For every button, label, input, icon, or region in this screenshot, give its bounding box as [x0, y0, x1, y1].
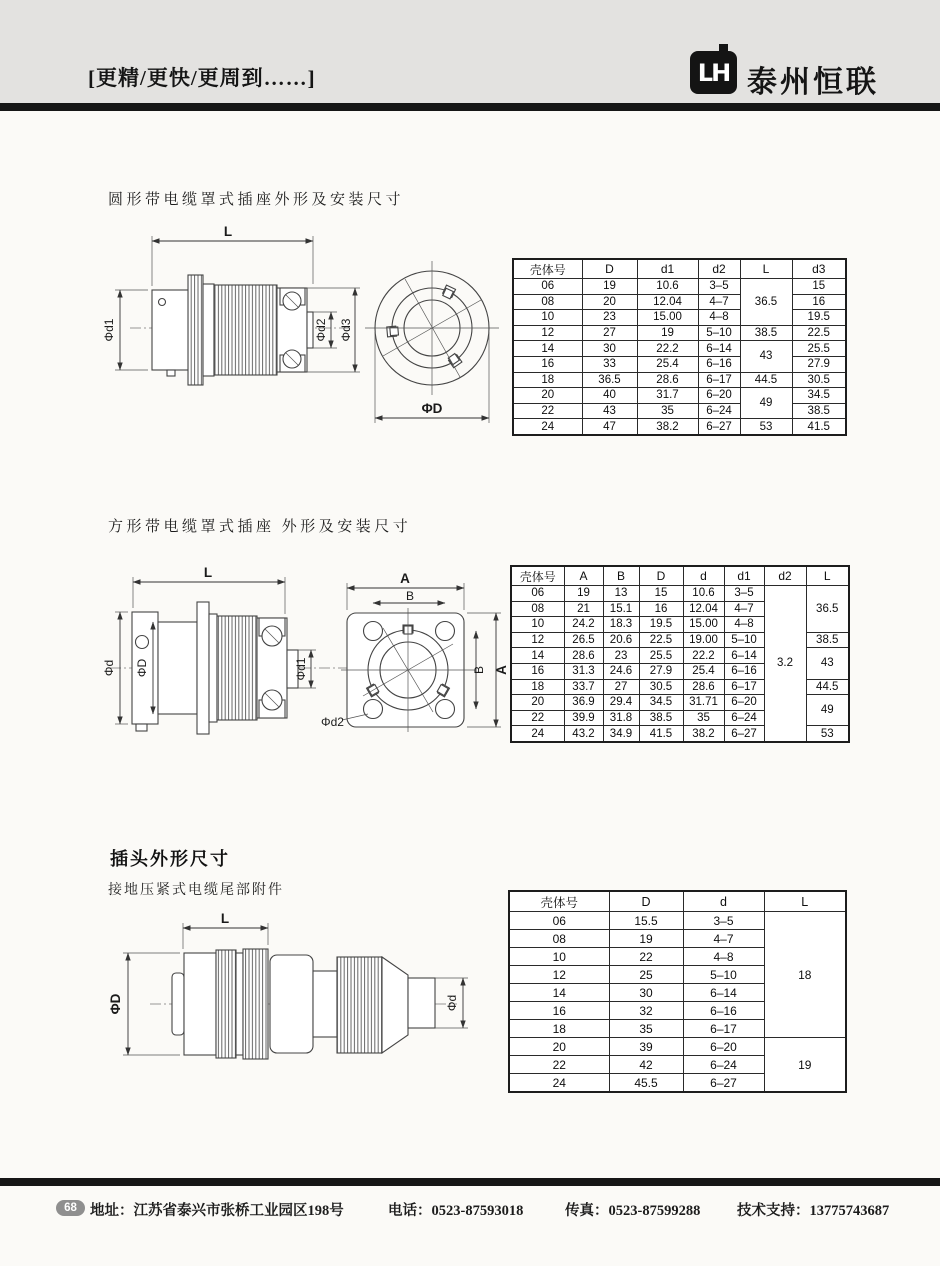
table-cell: 12 — [513, 325, 582, 341]
table-cell: 18 — [511, 679, 564, 695]
table-cell: 10 — [509, 948, 609, 966]
table-cell: 16 — [509, 1002, 609, 1020]
table-cell: 6–27 — [683, 1074, 764, 1093]
table-cell: 3–5 — [698, 279, 740, 295]
table-cell: 25.5 — [792, 341, 846, 357]
dim-label-d1: Φd1 — [294, 657, 308, 681]
table-row — [511, 586, 849, 602]
table-cell: 43 — [806, 648, 849, 679]
dim-label-d3: Φd3 — [339, 318, 353, 342]
table-cell: 49 — [806, 695, 849, 726]
table-cell: 32 — [609, 1002, 683, 1020]
column-header: d — [683, 891, 764, 912]
table-cell: 16 — [639, 601, 683, 617]
table-cell: 15 — [792, 279, 846, 295]
dimension-table — [508, 890, 847, 1093]
table-cell: 24 — [511, 726, 564, 742]
table-cell: 35 — [637, 403, 698, 419]
table-cell: 06 — [513, 279, 582, 295]
table-cell: 08 — [513, 294, 582, 310]
table-cell: 28.6 — [564, 648, 603, 664]
table-cell: 43.2 — [564, 726, 603, 742]
table-cell: 10.6 — [683, 586, 724, 602]
table-cell: 10 — [513, 310, 582, 326]
table-cell: 41.5 — [792, 419, 846, 435]
table-cell: 33 — [582, 356, 637, 372]
table-cell: 4–8 — [698, 310, 740, 326]
dim-label-L: L — [223, 224, 233, 239]
table-cell: 31.7 — [637, 388, 698, 404]
table-cell: 38.5 — [639, 710, 683, 726]
dim-label-d2: Φd2 — [314, 318, 328, 342]
table-cell: 6–16 — [724, 663, 764, 679]
table-cell: 19 — [637, 325, 698, 341]
table-cell: 44.5 — [740, 372, 792, 388]
table-cell: 6–20 — [683, 1038, 764, 1056]
table-cell: 31.71 — [683, 695, 724, 711]
table-cell: 20 — [513, 388, 582, 404]
table-row — [513, 341, 846, 357]
column-header: A — [564, 566, 603, 586]
dim-label-L: L — [203, 565, 213, 580]
table-cell: 25 — [609, 966, 683, 984]
table-cell: 35 — [609, 1020, 683, 1038]
dim-label-A-right: A — [494, 665, 509, 675]
table-cell: 18 — [509, 1020, 609, 1038]
column-header: d2 — [698, 259, 740, 279]
table-cell: 20.6 — [603, 632, 639, 648]
round-side-view — [102, 224, 360, 385]
table-cell: 30.5 — [639, 679, 683, 695]
dim-label-d2: Φd2 — [321, 715, 344, 729]
round-connector-drawing — [95, 222, 505, 447]
table-cell: 6–27 — [698, 419, 740, 435]
table-cell: 38.2 — [637, 419, 698, 435]
table-cell: 6–14 — [698, 341, 740, 357]
table-cell: 23 — [603, 648, 639, 664]
table-cell: 20 — [511, 695, 564, 711]
table-cell: 22 — [609, 948, 683, 966]
table-cell: 15 — [639, 586, 683, 602]
dimension-table — [510, 565, 850, 743]
round-dimension-table — [512, 258, 847, 436]
table-cell: 6–20 — [724, 695, 764, 711]
table-cell: 14 — [509, 984, 609, 1002]
table-cell: 18.3 — [603, 617, 639, 633]
company-logo-icon — [690, 51, 737, 94]
table-cell: 39.9 — [564, 710, 603, 726]
table-cell: 19 — [582, 279, 637, 295]
column-header: d1 — [637, 259, 698, 279]
dim-label-D: ΦD — [135, 658, 149, 678]
table-cell: 3–5 — [683, 912, 764, 930]
table-cell: 36.5 — [806, 586, 849, 633]
table-cell: 6–24 — [724, 710, 764, 726]
column-header: d2 — [764, 566, 806, 586]
table-cell: 22.2 — [637, 341, 698, 357]
table-cell: 19.00 — [683, 632, 724, 648]
column-header: L — [740, 259, 792, 279]
table-cell: 34.9 — [603, 726, 639, 742]
section-title-round: 圆形带电缆罩式插座外形及安装尺寸 — [108, 192, 405, 208]
table-row — [513, 325, 846, 341]
table-cell: 22.5 — [639, 632, 683, 648]
table-cell: 47 — [582, 419, 637, 435]
table-cell: 30 — [582, 341, 637, 357]
column-header: 壳体号 — [509, 891, 609, 912]
table-cell: 25.4 — [637, 356, 698, 372]
table-cell: 22.5 — [792, 325, 846, 341]
footer-fax: 传真：0523-87599288 — [565, 1203, 701, 1219]
table-cell: 08 — [511, 601, 564, 617]
table-cell: 6–16 — [683, 1002, 764, 1020]
dim-label-d: Φd — [445, 994, 459, 1012]
table-cell: 16 — [513, 356, 582, 372]
table-cell: 19 — [564, 586, 603, 602]
table-cell: 30.5 — [792, 372, 846, 388]
table-cell: 24 — [513, 419, 582, 435]
column-header: L — [764, 891, 846, 912]
table-cell: 27 — [603, 679, 639, 695]
table-cell: 10 — [511, 617, 564, 633]
table-cell: 22 — [509, 1056, 609, 1074]
page-number-badge: 68 — [56, 1200, 85, 1216]
dim-label-d: Φd — [102, 659, 116, 677]
table-cell: 22 — [513, 403, 582, 419]
table-cell: 6–20 — [698, 388, 740, 404]
column-header: 壳体号 — [513, 259, 582, 279]
square-front-view — [321, 571, 509, 732]
table-row — [513, 310, 846, 326]
column-header: L — [806, 566, 849, 586]
table-header-row — [511, 566, 849, 586]
table-cell: 15.5 — [609, 912, 683, 930]
table-row — [509, 912, 846, 930]
table-cell: 4–7 — [683, 930, 764, 948]
table-cell: 12.04 — [637, 294, 698, 310]
table-cell: 6–27 — [724, 726, 764, 742]
table-cell: 25.4 — [683, 663, 724, 679]
table-cell: 6–24 — [683, 1056, 764, 1074]
table-cell: 39 — [609, 1038, 683, 1056]
table-cell: 22.2 — [683, 648, 724, 664]
dim-label-D: ΦD — [108, 993, 123, 1015]
table-cell: 43 — [582, 403, 637, 419]
table-cell: 19 — [764, 1038, 846, 1093]
table-cell: 10.6 — [637, 279, 698, 295]
table-row — [513, 279, 846, 295]
plug-drawing — [95, 905, 495, 1095]
dim-label-d1: Φd1 — [102, 318, 116, 342]
table-cell: 41.5 — [639, 726, 683, 742]
table-cell: 6–14 — [683, 984, 764, 1002]
header-slogan: [更精/更快/更周到……] — [88, 66, 316, 90]
table-cell: 49 — [740, 388, 792, 419]
table-cell: 4–7 — [724, 601, 764, 617]
table-cell: 29.4 — [603, 695, 639, 711]
plug-dimension-table — [508, 890, 847, 1093]
table-cell: 34.5 — [639, 695, 683, 711]
footer-divider-bar — [0, 1178, 940, 1186]
column-header: d — [683, 566, 724, 586]
table-cell: 40 — [582, 388, 637, 404]
section-title-plug: 插头外形尺寸 — [110, 849, 230, 869]
footer-support: 技术支持：13775743687 — [737, 1203, 890, 1219]
dim-label-A: A — [400, 571, 410, 586]
section-subtitle-plug: 接地压紧式电缆尾部附件 — [108, 883, 284, 898]
table-cell: 6–17 — [683, 1020, 764, 1038]
table-cell: 31.3 — [564, 663, 603, 679]
column-header: D — [609, 891, 683, 912]
table-cell: 31.8 — [603, 710, 639, 726]
table-cell: 42 — [609, 1056, 683, 1074]
table-cell: 36.5 — [582, 372, 637, 388]
dim-label-L: L — [220, 911, 230, 926]
table-row — [509, 1038, 846, 1056]
table-cell: 16 — [511, 663, 564, 679]
table-cell: 18 — [513, 372, 582, 388]
table-cell: 26.5 — [564, 632, 603, 648]
table-cell: 6–24 — [698, 403, 740, 419]
table-cell: 34.5 — [792, 388, 846, 404]
table-cell: 5–10 — [698, 325, 740, 341]
table-cell: 13 — [603, 586, 639, 602]
table-cell: 15.00 — [683, 617, 724, 633]
table-cell: 36.5 — [740, 279, 792, 326]
table-cell: 38.5 — [806, 632, 849, 648]
table-cell: 24.6 — [603, 663, 639, 679]
logo-monogram: LH — [697, 59, 730, 87]
table-cell: 53 — [740, 419, 792, 435]
column-header: D — [639, 566, 683, 586]
table-cell: 38.5 — [740, 325, 792, 341]
company-name: 泰州恒联 — [747, 66, 879, 99]
table-row — [513, 294, 846, 310]
table-cell: 08 — [509, 930, 609, 948]
square-side-view — [102, 565, 357, 734]
table-cell: 30 — [609, 984, 683, 1002]
table-cell: 24 — [509, 1074, 609, 1093]
table-cell: 5–10 — [724, 632, 764, 648]
square-connector-drawing — [95, 550, 515, 765]
table-cell: 6–17 — [698, 372, 740, 388]
table-cell: 28.6 — [637, 372, 698, 388]
table-cell: 4–8 — [724, 617, 764, 633]
table-cell: 4–8 — [683, 948, 764, 966]
table-cell: 27 — [582, 325, 637, 341]
table-row — [513, 403, 846, 419]
table-cell: 6–17 — [724, 679, 764, 695]
table-cell: 18 — [764, 912, 846, 1038]
table-cell: 12 — [509, 966, 609, 984]
table-header-row — [509, 891, 846, 912]
table-cell: 20 — [509, 1038, 609, 1056]
table-cell: 12 — [511, 632, 564, 648]
page-header — [0, 0, 940, 103]
table-cell: 25.5 — [639, 648, 683, 664]
table-cell: 14 — [511, 648, 564, 664]
table-cell: 44.5 — [806, 679, 849, 695]
table-cell: 24.2 — [564, 617, 603, 633]
dimension-table — [512, 258, 847, 436]
table-cell: 36.9 — [564, 695, 603, 711]
table-cell: 3.2 — [764, 586, 806, 742]
table-cell: 15.1 — [603, 601, 639, 617]
table-cell: 53 — [806, 726, 849, 742]
dim-label-D: ΦD — [421, 401, 443, 416]
table-cell: 19 — [609, 930, 683, 948]
table-row — [513, 388, 846, 404]
table-cell: 06 — [511, 586, 564, 602]
column-header: B — [603, 566, 639, 586]
table-cell: 43 — [740, 341, 792, 372]
square-dimension-table — [510, 565, 850, 743]
plug-side-view — [108, 911, 468, 1059]
table-cell: 22 — [511, 710, 564, 726]
dim-label-B: B — [405, 589, 415, 603]
table-cell: 28.6 — [683, 679, 724, 695]
table-cell: 5–10 — [683, 966, 764, 984]
dim-label-B-right: B — [472, 665, 486, 675]
table-cell: 6–14 — [724, 648, 764, 664]
table-cell: 16 — [792, 294, 846, 310]
table-row — [513, 356, 846, 372]
round-front-view — [365, 261, 499, 423]
section-title-square: 方形带电缆罩式插座 外形及安装尺寸 — [108, 519, 412, 535]
table-cell: 06 — [509, 912, 609, 930]
table-cell: 20 — [582, 294, 637, 310]
table-cell: 21 — [564, 601, 603, 617]
table-cell: 45.5 — [609, 1074, 683, 1093]
table-cell: 38.5 — [792, 403, 846, 419]
table-cell: 27.9 — [792, 356, 846, 372]
column-header: D — [582, 259, 637, 279]
table-cell: 23 — [582, 310, 637, 326]
footer-phone: 电话：0523-87593018 — [388, 1203, 524, 1219]
footer-address: 地址：江苏省泰兴市张桥工业园区198号 — [90, 1203, 344, 1219]
table-cell: 19.5 — [792, 310, 846, 326]
column-header: 壳体号 — [511, 566, 564, 586]
table-cell: 4–7 — [698, 294, 740, 310]
table-cell: 27.9 — [639, 663, 683, 679]
table-header-row — [513, 259, 846, 279]
table-cell: 35 — [683, 710, 724, 726]
table-cell: 38.2 — [683, 726, 724, 742]
table-cell: 12.04 — [683, 601, 724, 617]
table-cell: 19.5 — [639, 617, 683, 633]
table-cell: 14 — [513, 341, 582, 357]
column-header: d3 — [792, 259, 846, 279]
table-cell: 15.00 — [637, 310, 698, 326]
table-row — [513, 372, 846, 388]
table-cell: 6–16 — [698, 356, 740, 372]
table-cell: 33.7 — [564, 679, 603, 695]
table-row — [513, 419, 846, 435]
table-cell: 3–5 — [724, 586, 764, 602]
header-divider-bar — [0, 103, 940, 111]
column-header: d1 — [724, 566, 764, 586]
